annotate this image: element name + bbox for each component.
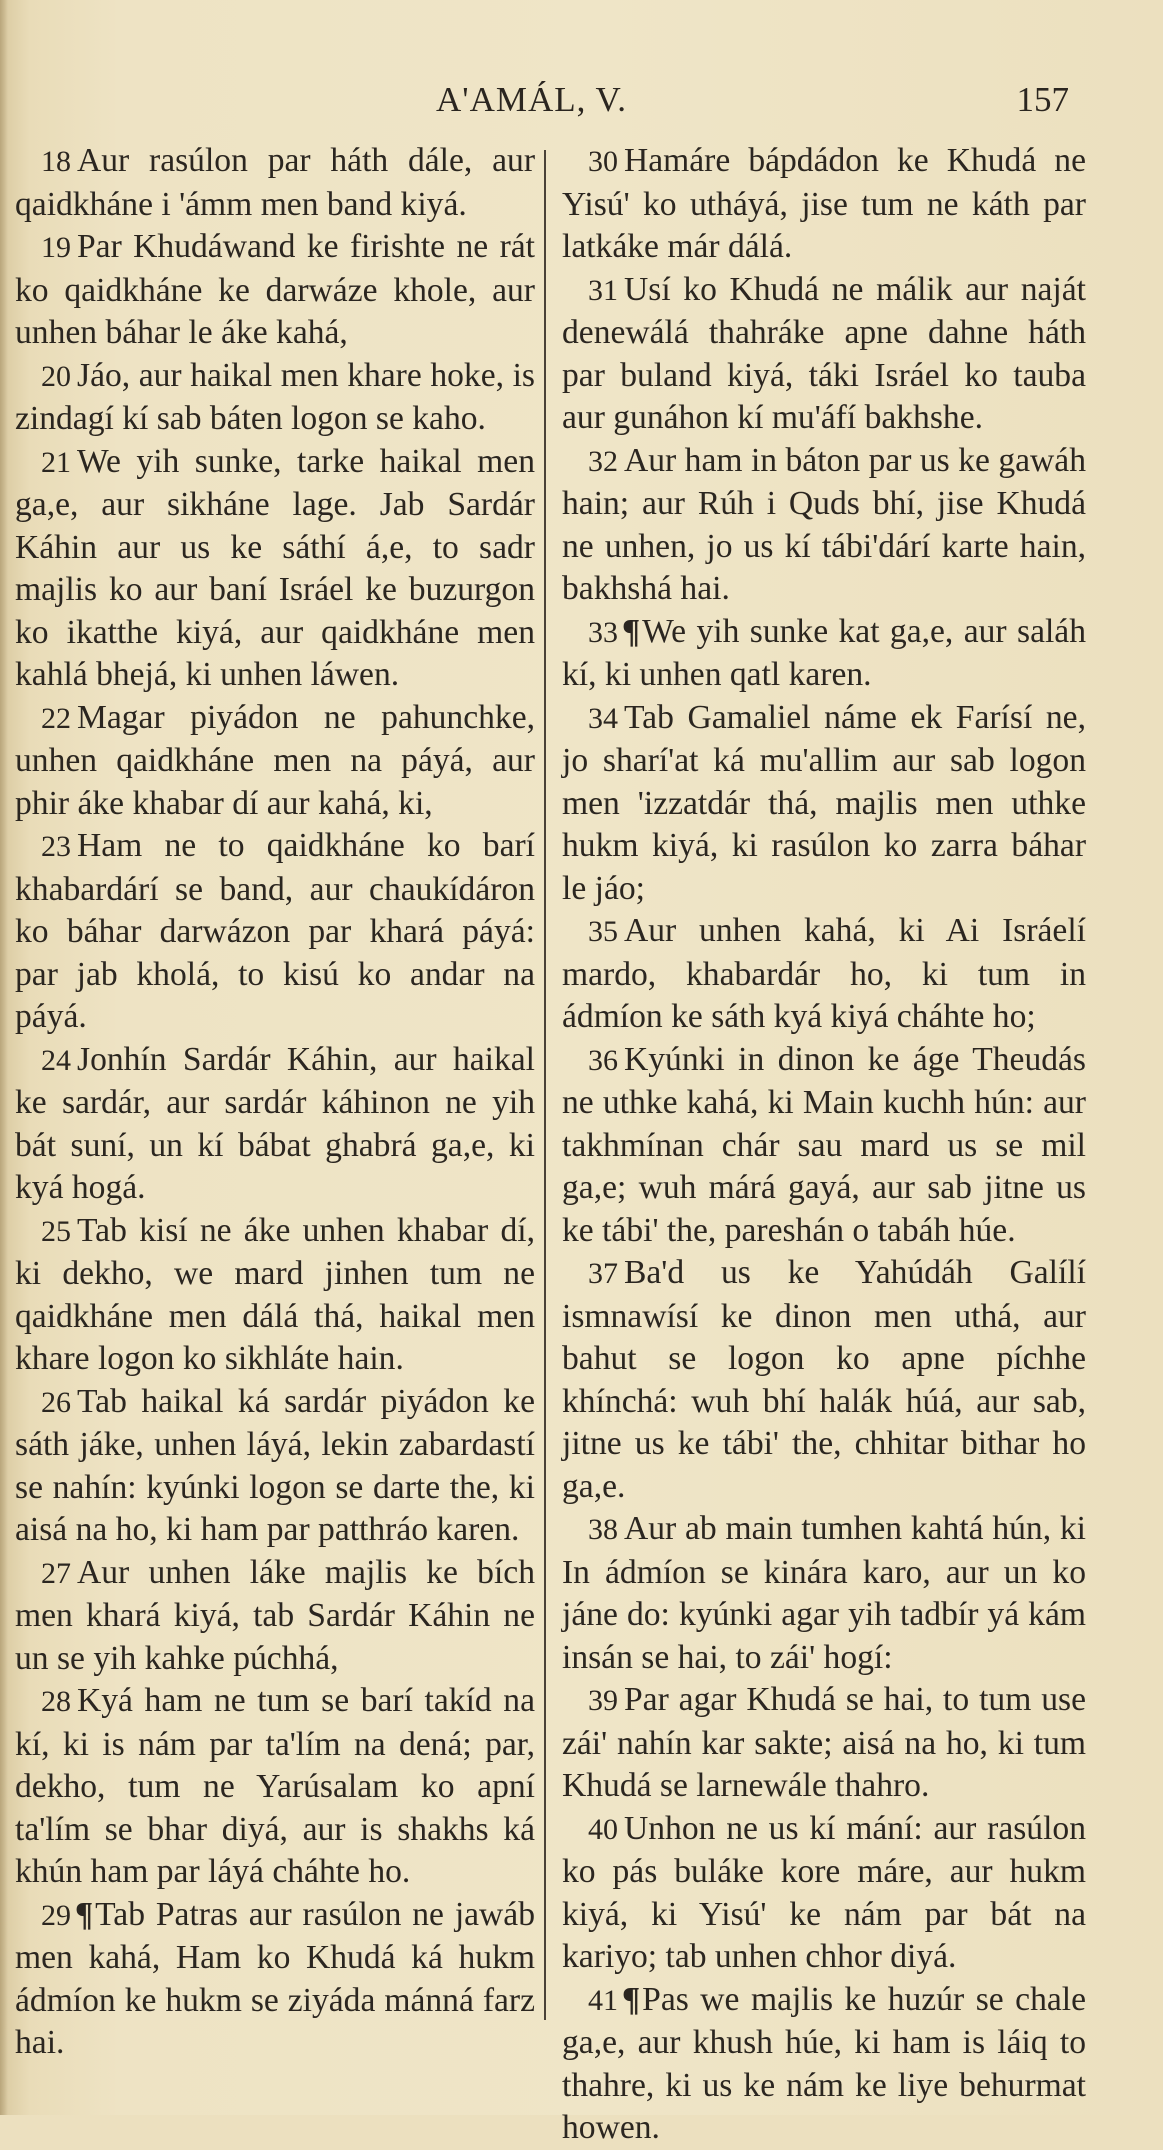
verse-23 [15, 825, 535, 1039]
pilcrow-mark: ¶ [75, 1895, 94, 1933]
verse-text: Aur unhen kahá, ki Ai Isráelí mardo, khabardár ho, ki tum in ádmíon ke sáth kyá kiyá cháhte ho; [562, 912, 1086, 1035]
verse-number: 27 [41, 1556, 71, 1590]
verse-number: 37 [588, 1257, 618, 1290]
verse-number: 26 [41, 1385, 71, 1419]
verse-19 [15, 226, 535, 355]
verse-text: We yih sunke kat ga,e, aur saláh kí, ki unhen qatl karen. [562, 612, 1086, 693]
verse-number: 22 [41, 701, 71, 735]
verse-number: 39 [588, 1684, 618, 1717]
pilcrow-mark: ¶ [622, 1980, 641, 2018]
verse-text: Usí ko Khudá ne málik aur naját denewálá thahráke apne dahne háth par buland kiyá, táki Isráel ko tauba aur gunáhon kí mu'áfí bakhshe. [562, 270, 1086, 436]
verse-text: Pas we majlis ke huzúr se chale ga,e, aur khush húe, ki ham is láiq to thahre, ki us ke nám ke liye behurmat howen. [562, 1980, 1086, 2146]
verse-41 [562, 1979, 1086, 2150]
verse-number: 30 [588, 145, 618, 178]
verse-text: Aur ham in báton par us ke gawáh hain; aur Rúh i Quds bhí, jise Khudá ne unhen, jo us kí tábi'dárí karte hain, bakhshá hai. [562, 441, 1086, 607]
running-title: A'AMÁL, V. [436, 80, 628, 119]
verse-number: 41 [588, 1983, 618, 2017]
verse-24 [15, 1039, 535, 1210]
verse-text: Jáo, aur haikal men khare hoke, is zindagí kí sab báten logon se kaho. [15, 356, 535, 437]
verse-text: Par Khudáwand ke firishte ne rát ko qaidkháne ke darwáze khole, aur unhen báhar le áke kahá, [15, 228, 535, 351]
verse-25 [15, 1210, 535, 1381]
verse-text: Aur ab main tumhen kahtá hún, ki In ádmíon se kinára karo, aur un ko jáne do: kyúnki agar yih tadbír yá kám insán se hai, to zái' hogí: [562, 1510, 1086, 1676]
pilcrow-mark: ¶ [622, 612, 641, 650]
verse-33 [562, 611, 1086, 697]
verse-number: 23 [41, 830, 71, 863]
verse-27 [15, 1552, 535, 1681]
verse-22 [15, 697, 535, 826]
verse-32 [562, 440, 1086, 611]
verse-21 [15, 441, 535, 697]
verse-number: 34 [588, 701, 618, 735]
verse-number: 24 [41, 1043, 71, 1077]
verse-number: 18 [41, 145, 71, 178]
page-spine-shadow [0, 0, 8, 2115]
verse-20 [15, 355, 535, 441]
verse-text: Ham ne to qaidkháne ko barí khabardárí se band, aur chaukídáron ko báhar darwázon par khará páyá: par jab kholá, to kisú ko andar na páyá. [15, 827, 535, 1035]
verse-text: Tab Patras aur rasúlon ne jawáb men kahá, Ham ko Khudá ká hukm ádmíon ke hukm se ziyáda mánná farz hai. [15, 1895, 535, 2061]
right-column [562, 140, 1086, 2150]
verse-text: Jonhín Sardár Káhin, aur haikal ke sardár, aur sardár káhinon ne yih bát suní, un kí bábat ghabrá ga,e, ki kyá hogá. [15, 1040, 535, 1206]
verse-text: Aur unhen láke majlis ke bích men khará kiyá, tab Sardár Káhin ne un se yih kahke púchhá, [15, 1553, 535, 1677]
verse-number: 31 [588, 273, 618, 307]
verse-text: Unhon ne us kí mání: aur rasúlon ko pás buláke kore máre, aur hukm kiyá, ki Yisú' ke nám par bát na kariyo; tab unhen chhor diyá. [562, 1809, 1086, 1975]
verse-number: 36 [588, 1043, 618, 1077]
verse-text: Tab Gamaliel náme ek Farísí ne, jo sharí'at ká mu'allim aur sab logon men 'izzatdár thá, majlis men uthke hukm kiyá, ki rasúlon ko zarra báhar le jáo; [562, 698, 1086, 907]
verse-number: 20 [41, 359, 71, 393]
verse-35 [562, 910, 1086, 1039]
verse-34 [562, 697, 1086, 911]
verse-36 [562, 1039, 1086, 1253]
verse-number: 29 [41, 1898, 71, 1932]
verse-text: Par agar Khudá se hai, to tum use zái' nahín kar sakte; aisá na ho, ki tum Khudá se larnewále thahro. [562, 1681, 1086, 1804]
verse-text: Kyá ham ne tum se barí takíd na kí, ki is nám par ta'lím na dená; par, dekho, tum ne Yarúsalam ko apní ta'lím se bhar diyá, aur is shakhs ká khún ham par láyá cháhte ho. [15, 1682, 535, 1890]
verse-18 [15, 140, 535, 226]
verse-29 [15, 1894, 535, 2065]
verse-number: 19 [41, 231, 71, 264]
verse-number: 32 [588, 444, 618, 478]
verse-text: Ba'd us ke Yahúdáh Galílí ismnawísí ke dinon men uthá, aur bahut se logon ko apne píchhe khínchá: wuh bhí halák húá, aur sab, jitne us ke tábi' the, chhitar bithar ho ga,e. [562, 1254, 1086, 1505]
verse-number: 21 [41, 445, 71, 479]
verse-text: Aur rasúlon par háth dále, aur qaidkháne i 'ámm men band kiyá. [15, 142, 535, 223]
running-head [0, 80, 1163, 128]
verse-number: 40 [588, 1812, 618, 1846]
verse-text: Magar piyádon ne pahunchke, unhen qaidkháne men na páyá, aur phir áke khabar dí aur kahá, ki, [15, 698, 535, 822]
verse-39 [562, 1679, 1086, 1808]
verse-text: We yih sunke, tarke haikal men ga,e, aur sikháne lage. Jab Sardár Káhin aur us ke sáthí á,e, to sadr majlis ko aur baní Isráel ke buzurgon ko ikatthe kiyá, aur qaidkháne men kahlá bhejá, ki unhen láwen. [15, 442, 535, 693]
verse-30 [562, 140, 1086, 269]
verse-38 [562, 1508, 1086, 1679]
column-divider [544, 150, 546, 2020]
verse-40 [562, 1808, 1086, 1979]
verse-31 [562, 269, 1086, 440]
verse-number: 38 [588, 1513, 618, 1546]
verse-text: Hamáre bápdádon ke Khudá ne Yisú' ko utháyá, jise tum ne káth par latkáke már dálá. [562, 142, 1086, 265]
verse-number: 35 [588, 915, 618, 948]
verse-number: 28 [41, 1685, 71, 1718]
verse-28 [15, 1680, 535, 1894]
verse-text: Tab kisí ne áke unhen khabar dí, ki dekho, we mard jinhen tum ne qaidkháne men dálá thá, haikal men khare logon ko sikhláte hain. [15, 1211, 535, 1377]
left-column [15, 140, 535, 2065]
verse-number: 25 [41, 1214, 71, 1248]
verse-text: Tab haikal ká sardár piyádon ke sáth jáke, unhen láyá, lekin zabardastí se nahín: kyúnki logon se darte the, ki aisá na ho, ki ham par patthráo karen. [15, 1382, 535, 1548]
verse-text: Kyúnki in dinon ke áge Theudás ne uthke kahá, ki Main kuchh hún: aur takhmínan chár sau mard us se mil ga,e; wuh márá gayá, aur sab jitne us ke tábi' the, pareshán o tabáh húe. [562, 1040, 1086, 1249]
page-number: 157 [1016, 80, 1069, 119]
verse-26 [15, 1381, 535, 1552]
verse-number: 33 [588, 615, 618, 649]
verse-37 [562, 1252, 1086, 1508]
